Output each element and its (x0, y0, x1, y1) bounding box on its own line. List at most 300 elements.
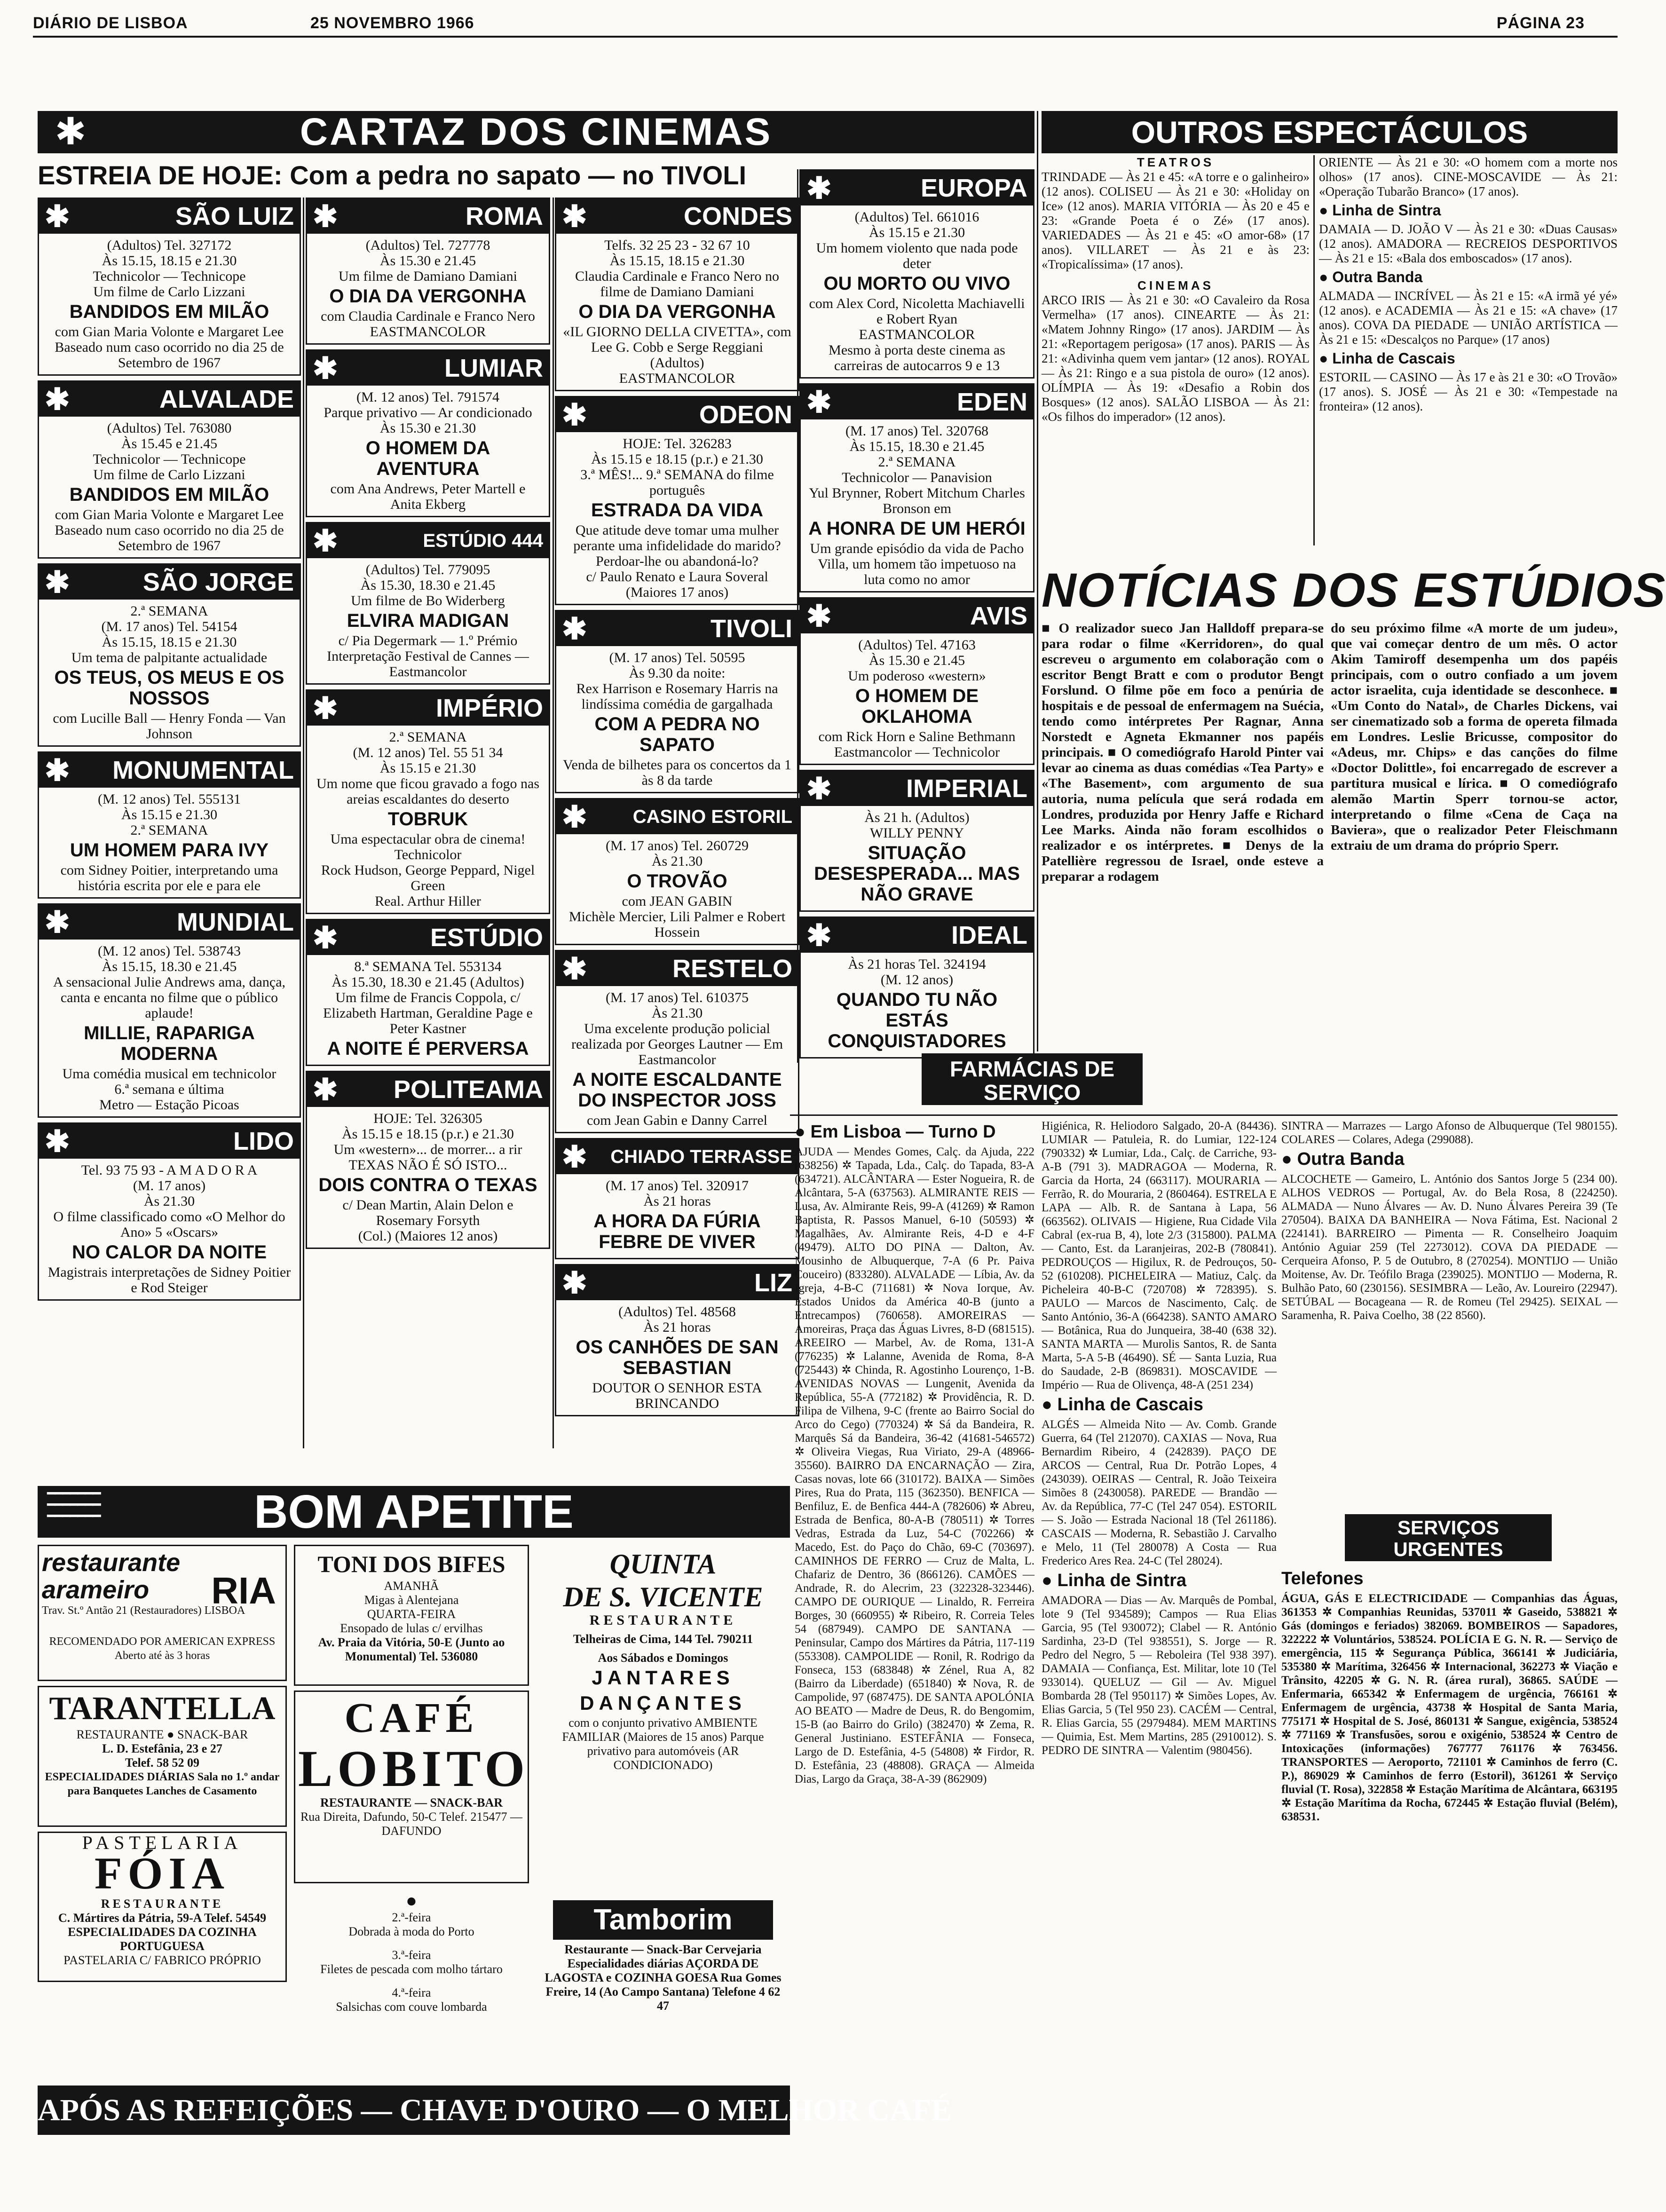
cinema-info: (M. 12 anos) Tel. 791574 (356, 389, 499, 405)
cinema-info: (M. 12 anos) (880, 972, 954, 988)
cinema-extra: Eastmancolor — Technicolor (834, 744, 1000, 760)
telefones-heading: Telefones (1281, 1569, 1364, 1588)
film-title: MILLIE, RAPARIGA MODERNA (84, 1023, 255, 1064)
cinema-info: Technicolor — Technicope (93, 451, 246, 467)
foia-spec: ESPECIALIDADES DA COZINHA PORTUGUESA (68, 1925, 257, 1953)
cinema-info: Um tema de palpitante actualidade (71, 650, 268, 665)
cinema-name: LIDO (233, 1127, 294, 1155)
header-rule (33, 36, 1618, 38)
dish-day-2: 3.ª-feira (392, 1948, 431, 1962)
tarantella-sub: RESTAURANTE ● SNACK-BAR (76, 1728, 248, 1741)
cinema-info: Às 15.30 e 21.30 (379, 420, 476, 436)
cinema-info: 2.ª SEMANA (130, 603, 208, 619)
cinema-listing (555, 396, 799, 605)
cinema-info: Às 15.15 e 18.15 (p.r.) e 21.30 (342, 1126, 514, 1142)
cinema-name: TIVOLI (711, 615, 792, 643)
vicente-ad (536, 1545, 790, 1893)
bullet-icon: ● (405, 1890, 418, 1911)
cinema-info: Às 15.15 e 21.30 (869, 225, 965, 240)
cinema-info: Tel. 93 75 93 - A M A D O R A (81, 1162, 258, 1178)
farmacias-list-1: AJUDA — Mendes Gomes, Calç. da Ajuda, 222 (638256) ✲ Tapada, Lda., Calç. do Tapada, 83-A (634721). ALCÂNTARA — Ester Nogueira, R. de Alcântara, 5-A (637563). ALMIRANTE REIS — Lusa, Av. Almirante Reis, 99-A (41269) ✲ Ramon Baptista, R. Passos Manuel, 6-10 (50593) ✲ Magalhães, Av. Almirante Reis, 4-D e 4-F (49479). ALTO DO PINA — Dalton, Av. Mousinho de Albuquerque, 7-A (6 Pr. Paiva Couceiro) (833280). ALVALADE — Líbia, Av. da Igreja, 4-B-C (711681) ✲ Nova Iorque, Av. Estados Unidos da América 40-B (junto a Entrecampos) (760658). AMOREIRAS — Amoreiras, Praça das Águas Livres, 8-D (681515). AREEIRO — Marbel, Av. de Roma, 131-A (776235) ✲ Lalanne, Avenida de Roma, 8-A (725443) ✲ Chinda, R. Agostinho Lourenço, 1-B. AVENIDAS NOVAS — Lungenit, Avenida da República, 55-A (772182) ✲ Providência, R. D. Filipa de Vilhena, 9-C (frente ao Bairro Social do Arco do Cego) (770324) ✲ Sá da Bandeira, R. Marquês Sá da Bandeira, 36-42 (41681-546572) ✲ Oliveira Viegas, Rua Viriato, 29-A (48966-35560). BAIRRO DA ENCARNAÇÃO — Zira, Casas novas, lote 66 (310172). BAIXA — Simões Pires, Rua do Prata, 115 (362350). BENFICA — Benfiluz, E. de Benfica 444-A (782606) ✲ Abreu, Estrada de Benfica, 80-A-B (780511) ✲ Torres Vedras, Estrada da Luz, 54-C (702266) ✲ Macedo, Est. do Paço do Chão, 69-C (703697). CAMINHOS DE FERRO — Cruz de Malta, L. Chafariz de Dentro, 36 (866126). CAMÕES — Andrade, R. do Alecrim, 23 (322328-323446). CAMPO DE OURIQUE — Linaldo, R. Ferreira Borges, 30 (660955) ✲ Ribeiro, R. Correia Teles 54 (687949). CAMPO DE SANTANA — Peninsular, Campo dos Mártires da Pátria, 117-119 (553308). CAMPOLIDE — Ronil, R. Rodrigo da Fonseca, 153 (683848) ✲ Zénel, Rua A, 82 (Bairro da Liberdade) (651840) ✲ Nova, R. de Campolide, 97 (687475). DE SANTA APOLÓNIA AO BEATO — Madre de Deus, R. do Bengomim, 15-B (ao Bairro do Grilo) (382470) ✲ Zema, R. General Justiniano. ESTEFÂNIA — Fonseca, Largo de D. Estefânia, 4-5 (54808) ✲ Firdor, R. D. Estefânia, 23 (48808). GRAÇA — Almeida Dias, Largo da Graça, 38-A-39 (862909) (795, 1146, 1034, 1785)
bom-apetite-title: BOM APETITE (38, 1486, 790, 1538)
outros-title: OUTROS ESPECTÁCULOS (1042, 111, 1618, 153)
asterisk-icon: ✱ (562, 612, 587, 646)
cinema-info: 2.ª SEMANA (878, 454, 956, 470)
asterisk-icon: ✱ (45, 565, 70, 599)
cinema-extra: com Gian Maria Volonte e Margaret Lee (55, 324, 284, 340)
cinema-header (39, 199, 300, 234)
cinema-extra: Que atitude deve tomar uma mulher perante uma infidelidade do marido? Perdoar-lhe ou abandoná-lo? (573, 522, 781, 569)
cinema-name: IMPÉRIO (435, 694, 543, 722)
farmacias-rule (790, 1114, 1618, 1116)
cinema-info: Às 15.15 e 21.30 (121, 807, 218, 822)
farmacias-sintra-heading: Linha de Sintra (1057, 1571, 1186, 1590)
cinema-info: Às 15.45 e 21.45 (121, 436, 218, 451)
vicente-name1: QUINTA (609, 1548, 717, 1580)
foia-ad (38, 1832, 287, 1982)
cinema-info: (Adultos) Tel. 327172 (107, 237, 232, 253)
cinema-listing (38, 198, 301, 376)
cinema-listing (799, 169, 1034, 379)
cinema-header (801, 771, 1033, 806)
cinema-name: EDEN (956, 388, 1027, 416)
cinema-extra: «IL GIORNO DELLA CIVETTA», com Lee G. Cobb e Serge Reggiani (Adultos) (563, 324, 791, 371)
vicente-line2: JANTARES DANÇANTES (580, 1667, 746, 1714)
film-title: O HOMEM DE OKLAHOMA (855, 686, 979, 727)
asterisk-icon: ✱ (313, 1073, 338, 1106)
cinema-info: Às 21.30 (651, 853, 703, 869)
cinema-extra: Metro — Estação Picoas (99, 1097, 239, 1113)
cinema-info: Technicolor — Panavision (842, 470, 992, 485)
cinema-extra: Um grande episódio da vida de Pacho Villa, um homem tão impetuoso na luta como no amor (810, 541, 1024, 587)
film-title: COM A PEDRA NO SAPATO (594, 714, 760, 755)
lobito-sub: RESTAURANTE — SNACK-BAR (320, 1796, 503, 1809)
cinema-extra: Mesmo à porta deste cinema as carreiras de autocarros 9 e 13 (829, 342, 1005, 373)
cinema-header (39, 382, 300, 417)
cinema-extra: com Gian Maria Volonte e Margaret Lee (55, 507, 284, 522)
vicente-line3: com o conjunto privativo AMBIENTE FAMILIAR (Maiores de 15 anos) Parque privativo para automóveis (AR CONDICIONADO) (562, 1716, 764, 1772)
lisboa-turno-heading: Em Lisboa — Turno D (810, 1122, 996, 1142)
cinema-header (307, 199, 549, 234)
film-title: SITUAÇÃO DESESPERADA... MAS NÃO GRAVE (814, 843, 1020, 905)
noticias-title: NOTÍCIAS DOS ESTÚDIOS (1042, 563, 1666, 617)
cinema-info: Technicolor — Technicope (93, 269, 246, 284)
film-title: O TROVÃO (627, 871, 727, 892)
cinema-name: CASINO ESTORIL (632, 806, 792, 827)
cinema-info: (M. 12 anos) Tel. 538743 (98, 943, 241, 959)
cinema-header (556, 799, 798, 834)
farmacias-col1: ● Em Lisboa — Turno D AJUDA — Mendes Gomes, Calç. da Ajuda, 222 (638256) ✲ Tapada, Lda., Calç. do Tapada, 83-A (634721). ALCÂNTARA — Ester Nogueira, R. de Alcântara, 5-A (637563). ALMIRANTE REIS — Lusa, Av. Almirante Reis, 99-A (41269) ✲ Ramon Baptista, R. Passos Manuel, 6-10 (50593) ✲ Magalhães, Av. Almirante Reis, 4-D e 4-F (49479). ALTO DO PINA — Dalton, Av. Mousinho de Albuquerque, 7-A (6 Pr. Paiva Couceiro) (833280). ALVALADE — Líbia, Av. da Igreja, 4-B-C (711681) ✲ Nova Iorque, Av. Estados Unidos da América 40-B (junto a Entrecampos) (760658). AMOREIRAS — Amoreiras, Praça das Águas Livres, 8-D (681515). AREEIRO — Marbel, Av. de Roma, 131-A (776235) ✲ Lalanne, Avenida de Roma, 8-A (725443) ✲ Chinda, R. Agostinho Lourenço, 1-B. AVENIDAS NOVAS — Lungenit, Avenida da República, 55-A (772182) ✲ Providência, R. D. Filipa de Vilhena, 9-C (frente ao Bairro Social do Arco do Cego) (770324) ✲ Sá da Bandeira, R. Marquês Sá da Bandeira, 36-42 (41681-546572) ✲ Oliveira Viegas, Rua Viriato, 29-A (48966-35560). BAIRRO DA ENCARNAÇÃO — Zira, Casas novas, lote 66 (310172). BAIXA — Simões Pires, Rua do Prata, 115 (362350). BENFICA — Benfiluz, E. de Benfica 444-A (782606) ✲ Abreu, Estrada de Benfica, 80-A-B (780511) ✲ Torres Vedras, Estrada da Luz, 54-C (702266) ✲ Macedo, Est. do Paço do Chão, 69-C (703697). CAMINHOS DE FERRO — Cruz de Malta, L. Chafariz de Dentro, 36 (866126). CAMÕES — Andrade, R. do Alecrim, 23 (322328-323446). CAMPO DE OURIQUE — Linaldo, R. Ferreira Borges, 30 (660955) ✲ Ribeiro, R. Correia Teles 54 (687949). CAMPO DE SANTANA — Peninsular, Campo dos Mártires da Pátria, 117-119 (553308). CAMPOLIDE — Ronil, R. Rodrigo da Fonseca, 153 (683848) ✲ Zénel, Rua A, 82 (Bairro da Liberdade) (651840) ✲ Nova, R. de Campolide, 97 (687475). DE SANTA APOLÓNIA AO BEATO — Madre de Deus, R. do Bengomim, 15-B (ao Bairro do Grilo) (382470) ✲ Zema, R. General Justiniano. ESTEFÂNIA — Fonseca, Largo de D. Estefânia, 4-5 (54808) ✲ Firdor, R. D. Estefânia, 23 (48808). GRAÇA — Almeida Dias, Largo da Graça, 38-A-39 (862909) (795, 1122, 1034, 1785)
cinema-header (556, 199, 798, 234)
cinema-header (39, 565, 300, 600)
cinema-info: Um nome que ficou gravado a fogo nas areias escaldantes do deserto (316, 776, 540, 807)
film-title: NO CALOR DA NOITE (71, 1242, 267, 1263)
asterisk-icon: ✱ (38, 111, 103, 153)
cinema-extra: Michèle Mercier, Lili Palmer e Robert Hossein (568, 909, 786, 940)
col-rule-2 (553, 198, 554, 1448)
arameiro-recommended: RECOMENDADO POR AMERICAN EXPRESS (49, 1635, 276, 1648)
cinema-info: Às 15.30 e 21.45 (869, 653, 965, 668)
toni-name: TONI DOS BIFES (317, 1551, 505, 1577)
cinema-info: Às 15.15, 18.15 e 21.30 (102, 253, 237, 269)
cinema-extra: DOUTOR O SENHOR ESTA BRINCANDO (592, 1380, 762, 1411)
cinema-listing (38, 1122, 301, 1301)
cinema-name: CHIADO TERRASSE (610, 1146, 792, 1167)
vicente-address: Telheiras de Cima, 144 Tel. 790211 (573, 1632, 753, 1646)
cinema-listing (38, 380, 301, 559)
cinema-extra: Rock Hudson, George Peppard, Nigel Green (321, 862, 535, 893)
outros-cascais-list: ESTORIL — CASINO — Às 17 e às 21 e 30: «O Trovão» (17 anos). S. JOSÉ — Às 21 e 30: «Tempestade na fronteira» (12 anos). (1319, 370, 1618, 413)
outros-right: ORIENTE — Às 21 e 30: «O homem com a morte nos olhos» (17 anos). CINE-MOSCAVIDE — Às 21: «Operação Tubarão Branco» (17 anos). ● Linha de Sintra DAMAIA — D. JOÃO V — Às 21 e 30: «Duas Causas» (12 anos). AMADORA — RECREIOS DESPORTIVOS — Às 21 e 15: «Bala dos emboscados» (17 anos). ● Outra Banda ALMADA — INCRÍVEL — Às 21 e 15: «A irmã yé yé» (12 anos). e ACADEMIA — Às 21 e 15: «A chave» (17 anos). COVA DA PIEDADE — UNIÃO ARTÍSTICA — Às 21 e 15: «Descalços no Parque» (17 anos) ● Linha de Cascais ESTORIL — CASINO — Às 17 e às 21 e 30: «O Trovão» (17 anos). S. JOSÉ — Às 21 e 30: «Tempestade na fronteira» (12 anos). (1319, 155, 1618, 413)
cinema-name: ODEON (699, 401, 792, 429)
servicos-list: ÁGUA, GÁS E ELECTRICIDADE — Companhias das Águas, 361353 ✲ Companhias Reunidas, 537011 ✲ Gaseido, 538821 ✲ Gás (domingos e feriados) 382069. BOMBEIROS — Sapadores, 322222 ✲ Voluntários, 538524. POLÍCIA E G. N. R. — Serviço de emergência, 115 ✲ Segurança Pública, 366141 ✲ Judiciária, 535380 ✲ Marítima, 326456 ✲ Internacional, 362273 ✲ Viação e Trânsito, 42205 ✲ G. N. R. (área rural), 36865. SAÚDE — Enfermaria, 665342 ✲ Enfermagem de urgência, 766161 ✲ Enfermagem de urgência, 43738 ✲ Hospital de Santa Maria, 775171 ✲ Hospital de S. José, 860131 ✲ Sangue, exigência, 538524 ✲ 771169 ✲ Transfusões, sorou e oxigénio, 538524 ✲ Centro de Intoxicações (informações) 767777 761176 ✲ 763456. TRANSPORTES — Aeroporto, 721101 ✲ Caminhos de ferro (C. P.), 869029 ✲ Caminhos de ferro (Estoril), 361261 ✲ Serviço fluvial (T. Rosa), 322858 ✲ Estação Marítima de Alcântara, 663195 ✲ Estação Marítima da Rocha, 672445 ✲ Estação fluvial (Belém), 638531. (1281, 1592, 1618, 1823)
cinema-info: Claudia Cardinale e Franco Nero no filme de Damiano Damiani (575, 269, 780, 300)
outros-divider (1313, 155, 1315, 545)
col-rule-1 (303, 198, 304, 1448)
cinema-listing (799, 770, 1034, 912)
cinema-name: EUROPA (920, 174, 1027, 202)
cinema-header (556, 951, 798, 986)
toni-ad (294, 1545, 529, 1686)
cinema-listing (306, 522, 550, 685)
film-title: A HONRA DE UM HERÓI (808, 518, 1026, 539)
asterisk-icon: ✱ (806, 599, 832, 633)
cinema-listing (306, 349, 550, 517)
teatros-heading: TEATROS (1137, 155, 1215, 169)
cinema-info: Às 15.15 e 21.30 (379, 760, 476, 776)
cinema-extra: Real. Arthur Hiller (375, 893, 481, 909)
cinema-name: SÃO LUIZ (175, 202, 294, 230)
outros-cascais-heading: Linha de Cascais (1332, 350, 1455, 367)
cinema-header (307, 351, 549, 386)
cinema-listing (306, 198, 550, 345)
film-title: DOIS CONTRA O TEXAS (318, 1175, 537, 1195)
teatros-list: TRINDADE — Às 21 e 45: «A torre e o galinheiro» (12 anos). COLISEU — Às 21 e 30: «Holiday on Ice» (12 anos). MARIA VITÓRIA — Às 20 e 45 e 23: «Grande Poeta é o Zé» (17 anos). VARIEDADES — Às 21 e 45: «O amor-68» (17 anos). VILLARET — Às 21 e às 23: «Tropicalíssima» (17 anos). (1042, 170, 1310, 271)
asterisk-icon: ✱ (562, 199, 587, 233)
cinema-extra: (Col.) (Maiores 12 anos) (358, 1228, 498, 1244)
noticias-right-column: do seu próximo filme «A morte de um judeu», que vai começar dentro de um mês. O actor Akim Tamiroff desempenha um dos papéis principais, com o outro confiado a um jovem actor israelita, cuja identidade se desconhece. ■ «Um Conto do Natal», de Charles Dickens, vai ser cinematizado sob a forma de opereta filmada em Londres. Leslie Bricusse, compositor do «Adeus, mr. Chips» e das canções do filme «Doctor Dolittle», foi encarregado de escrever a partitura musical e lírica. ■ O comediógrafo alemão Martin Sperr tornou-se actor, interpretando o filme «Cena de Caça na Baviera», que o realizador Peter Fleischmann extraiu de um drama do próprio Sperr. (1331, 621, 1618, 853)
farmacias-cascais-heading: Linha de Cascais (1057, 1395, 1203, 1414)
cinema-extra: c/ Pia Degermark — 1.º Prémio Interpretação Festival de Cannes — Eastmancolor (327, 633, 529, 679)
servicos-title: SERVIÇOS URGENTES (1345, 1514, 1552, 1561)
dish-3: Salsichas com couve lombarda (336, 2000, 487, 2014)
foia-address: C. Mártires da Pátria, 59-A Telef. 54549 (58, 1911, 267, 1925)
outros-left (1042, 155, 1310, 545)
cinema-info: Rex Harrison e Rosemary Harris na lindíssima comédia de gargalhada (576, 681, 778, 712)
cinema-name: MUNDIAL (177, 908, 294, 936)
cinema-header (801, 918, 1033, 953)
dish-day-3: 4.ª-feira (392, 1986, 431, 1999)
asterisk-icon: ✱ (562, 1266, 587, 1300)
farmacias-col2: Higiénica, R. Heliodoro Salgado, 20-A (84436). LUMIAR — Patuleia, R. do Lumiar, 122-124 (790332) ✲ Lumiar, Lda., Calç. de Carriche, 93-A-B (791 3). MADRAGOA — Moderna, R. Garcia da Horta, 24 (663117). MOURARIA — Ferrão, R. do Mouraria, 2 (860464). ESTRELA E LAPA — Alb. R. de Santana à Lapa, 56 (663562). OLIVAIS — Higiene, Rua Cidade Vila Cabral (ex-rua B, 4), lote 2/3 (315800). PALMA — Canto, Est. da Laranjeiras, 202-B (780841). PEDROUÇOS — Higilux, R. de Pedrouços, 50-52 (610208). PICHELEIRA — Matiuz, Calç. da Picheleira 40-B-C (720708) ✲ 728395). S. PAULO — Marcos de Nascimento, Calç. de Santo António, 36-A (664238). SANTO AMARO — Botânica, Rua do Junqueira, 38-40 (638 32). SANTA MARTA — Murolis Santos, R. de Santa Marta, 5-A 5-B (46490). SÉ — Santa Luzia, Rua do Saudade, 2-B (869831). MOSCAVIDE — Império — Rua de Olivença, 48-A (251 234) ● Linha de Cascais ALGÉS — Almeida Nito — Av. Comb. Grande Guerra, 64 (Tel 212070). CAXIAS — Nova, Rua Bernardim Ribeiro, 4 (242839). PAÇO DE ARCOS — Central, Rua Dr. Potrão Lopes, 4 (243039). OEIRAS — Central, R. João Teixeira Simões 8 (2430058). PAREDE — Brandão — Av. da República, 77-C (Tel 247 054). ESTORIL — S. João — Estrada Nacional 18 (Tel 261186). CASCAIS — Moderna, R. Sebastião J. Carvalho e Melo, 11 (Tel 280078) A Costa — Rua Frederico Ares Rea. 24-C (Tel 28024). ● Linha de Sintra AMADORA — Dias — Av. Marquês de Pombal, lote 9 (Tel 934589); Campos — Rua Elias Garcia, 95 (Tel 930072); Clabel — R. António Sardinha, 23-D (Tel 938551), S. Jorge — R. Pedro del Negro, 5 — Reboleira (Tel 938 397). DAMAIA — Confiança, Est. Militar, lote 10 (Tel 933014). QUELUZ — Gil — Av. Miguel Bombarda 28 (Tel 950117) ✲ Simões Lopes, Av. Elias Garcia, 5 (Tel 950 23). CACÉM — Central, R. Elias Garcia, 55 (2979484). MEM MARTINS — Quimia, Est. Mem Martins, 285 (2910012). S. PEDRO DE SINTRA — Valentim (980456). (1042, 1120, 1277, 1757)
cinema-extra: 6.ª semana e última (114, 1082, 224, 1097)
asterisk-icon: ✱ (313, 691, 338, 725)
film-title: BANDIDOS EM MILÃO (69, 301, 269, 322)
toni-address: Av. Praia da Vitória, 50-E (Junto ao Monumental) Tel. 536080 (318, 1635, 505, 1663)
film-title: O DIA DA VERGONHA (329, 286, 527, 307)
cinema-listing (555, 950, 799, 1133)
cinema-header (801, 599, 1033, 633)
film-title: OS CANHÕES DE SAN SEBASTIAN (576, 1337, 779, 1378)
cinema-header (39, 1124, 300, 1159)
tamborim-sub: Restaurante — Snack-Bar Cervejaria (564, 1943, 762, 1956)
asterisk-icon: ✱ (313, 199, 338, 233)
lobito-ad (294, 1691, 529, 1883)
dish-day-1: 2.ª-feira (392, 1911, 431, 1924)
cinema-info: Às 21.30 (651, 1005, 703, 1021)
farmacias-sintra-list: AMADORA — Dias — Av. Marquês de Pombal, lote 9 (Tel 934589); Campos — Rua Elias Garcia, 95 (Tel 930072); Clabel — R. António Sardinha, 23-D (Tel 938551), S. Jorge — R. Pedro del Negro, 5 — Reboleira (Tel 938 397). DAMAIA — Confiança, Est. Militar, lote 10 (Tel 933014). QUELUZ — Gil — Av. Miguel Bombarda 28 (Tel 950117) ✲ Simões Lopes, Av. Elias Garcia, 5 (Tel 950 23). CACÉM — Central, R. Elias Garcia, 55 (2979484). MEM MARTINS — Quimia, Est. Mem Martins, 285 (2910012). S. PEDRO DE SINTRA — Valentim (980456). (1042, 1594, 1277, 1757)
cinema-extra: com JEAN GABIN (622, 893, 733, 909)
cartaz-title: CARTAZ DOS CINEMAS (38, 111, 1034, 153)
cinema-name: SÃO JORGE (142, 568, 294, 596)
cinema-extra: com Lucille Ball — Henry Fonda — Van Johnson (53, 711, 286, 742)
cinema-header (556, 397, 798, 432)
cinema-header (39, 753, 300, 788)
cinema-info: Um filme de Francis Coppola, c/ Elizabeth Hartman, Geraldine Page e Peter Kastner (323, 990, 533, 1036)
cinema-info: HOJE: Tel. 326283 (623, 436, 732, 451)
cinema-name: LIZ (754, 1269, 792, 1297)
cinema-name: ESTÚDIO 444 (423, 530, 543, 551)
asterisk-icon: ✱ (45, 1124, 70, 1158)
asterisk-icon: ✱ (562, 1140, 587, 1174)
foia-top: PASTELARIA (82, 1832, 243, 1853)
cinema-info: HOJE: Tel. 326305 (373, 1111, 482, 1126)
cinema-listing (306, 919, 550, 1066)
cinema-info: Às 15.30, 18.30 e 21.45 (360, 577, 496, 593)
cinema-column-4 (799, 169, 1034, 1063)
vicente-name2: DE S. VICENTE (563, 1581, 763, 1612)
film-title: O HOMEM DA AVENTURA (365, 438, 490, 479)
cinema-listing (555, 1264, 799, 1416)
cinema-listing (555, 198, 799, 391)
cinema-listing (306, 1071, 550, 1249)
cinema-extra: com Rick Horn e Saline Bethmann (818, 729, 1016, 744)
asterisk-icon: ✱ (45, 199, 70, 233)
cinema-header (307, 1072, 549, 1107)
farmacias-banda-list: ALCOCHETE — Gameiro, L. António dos Santos Jorge 5 (234 00). ALHOS VEDROS — Portugal, Av. do Bela Rosa, 8 (224250). ALMADA — Nuno Álvares — Av. D. Nuno Álvares Pereira 39 (Te 270504). BAIXA DA BANHEIRA — Nova Fátima, Est. Nacional 2 (224141). BARREIRO — Pimenta — R. Conselheiro Joaquim António Aguiar 259 (Tel 2273012). COVA DA PIEDADE — Cerqueira Afonso, P. 5 de Outubro, 8 (270254). MONTIJO — União Moitense, Av. Dr. Teófilo Braga (239025). MONTIJO — Moderna, R. Bulhão Pato, 60 (230156). SESIMBRA — Leão, Av. Loureiro (22947). SETÚBAL — Bocageana — R. de Romeu (Tel 29425). SEIXAL — Saramenha, R. Paiva Coelho, 38 (22 8560). (1281, 1173, 1618, 1322)
dish-1: Dobrada à moda do Porto (348, 1925, 474, 1938)
cinema-extra: c/ Dean Martin, Alain Delon e Rosemary Forsyth (342, 1197, 513, 1228)
cinema-info: (Adultos) Tel. 763080 (107, 420, 232, 436)
film-title: UM HOMEM PARA IVY (70, 840, 269, 861)
cinema-listing (555, 1138, 799, 1259)
arameiro-name: restaurante arameiro (42, 1548, 181, 1604)
cinema-name: ESTÚDIO (430, 924, 543, 952)
foia-name: FÓIA (95, 1848, 230, 1898)
cinema-extra: com Sidney Poitier, interpretando uma história escrita por ele e para ele (60, 862, 278, 893)
ria-logo: RIA (211, 1570, 276, 1612)
farmacias-list-2: Higiénica, R. Heliodoro Salgado, 20-A (84436). LUMIAR — Patuleia, R. do Lumiar, 122-124 (790332) ✲ Lumiar, Lda., Calç. de Carriche, 93-A-B (791 3). MADRAGOA — Moderna, R. Garcia da Horta, 24 (663117). MOURARIA — Ferrão, R. do Mouraria, 2 (860464). ESTRELA E LAPA — Alb. R. de Santana à Lapa, 56 (663562). OLIVAIS — Higiene, Rua Cidade Vila Cabral (ex-rua B, 4), lote 2/3 (315800). PALMA — Canto, Est. da Laranjeiras, 202-B (780841). PEDROUÇOS — Higilux, R. de Pedrouços, 50-52 (610208). PICHELEIRA — Matiuz, Calç. da Picheleira 40-B-C (720708) ✲ 728395). S. PAULO — Marcos de Nascimento, Calç. de Santo António, 36-A (664238). SANTO AMARO — Botânica, Rua do Junqueira, 38-40 (638 32). SANTA MARTA — Murolis Santos, R. de Santa Marta, 5-A 5-B (46490). SÉ — Santa Luzia, Rua do Saudade, 2-B (869831). MOSCAVIDE — Império — Rua de Olivença, 48-A (251 234) (1042, 1120, 1277, 1391)
cinema-column-3 (555, 198, 799, 1446)
cinema-info: Às 21 horas Tel. 324194 (848, 956, 986, 972)
cinema-info: Telfs. 32 25 23 - 32 67 10 (604, 237, 750, 253)
cinema-listing (555, 798, 799, 945)
cinema-name: AVIS (970, 602, 1027, 630)
farmacias-col3: SINTRA — Marrazes — Largo Afonso de Albuquerque (Tel 980155). COLARES — Colares, Adega (299088). ● Outra Banda ALCOCHETE — Gameiro, L. António dos Santos Jorge 5 (234 00). ALHOS VEDROS — Portugal, Av. do Bela Rosa, 8 (224250). ALMADA — Nuno Álvares — Av. D. Nuno Álvares Pereira 39 (Te 270504). BAIXA DA BANHEIRA — Nova Fátima, Est. Nacional 2 (224141). BARREIRO — Pimenta — R. Conselheiro Joaquim António Aguiar 259 (Tel 2273012). COVA DA PIEDADE — Cerqueira Afonso, P. 5 de Outubro, 8 (270254). MONTIJO — União Moitense, Av. Dr. Teófilo Braga (239025). MONTIJO — Moderna, R. Bulhão Pato, 60 (230156). SESIMBRA — Leão, Av. Loureiro (22947). SETÚBAL — Bocageana — R. de Romeu (Tel 29425). SEIXAL — Saramenha, R. Paiva Coelho, 38 (22 8560). (1281, 1120, 1618, 1322)
cinema-name: ALVALADE (159, 385, 294, 413)
cinema-info: Às 15.15, 18.30 e 21.45 (849, 439, 985, 454)
cinema-info: (Adultos) Tel. 48568 (618, 1304, 736, 1319)
cinema-info: TEXAS NÃO É SÓ ISTO... (348, 1157, 507, 1173)
asterisk-icon: ✱ (313, 351, 338, 385)
cinema-info: (M. 17 anos) Tel. 260729 (606, 838, 749, 853)
cinema-info: (Adultos) Tel. 727778 (365, 237, 490, 253)
cinema-info: (M. 17 anos) Tel. 54154 (101, 619, 237, 634)
arameiro-ad (38, 1545, 287, 1681)
toni-amanha: AMANHÃ (384, 1579, 439, 1593)
film-title: A NOITE É PERVERSA (327, 1038, 529, 1059)
chave-banner: APÓS AS REFEIÇÕES — CHAVE D'OURO — O MELHOR CAFÉ (38, 2086, 790, 2135)
asterisk-icon: ✱ (562, 398, 587, 432)
cinema-info: (M. 17 anos) Tel. 50595 (609, 650, 745, 665)
asterisk-icon: ✱ (313, 921, 338, 955)
toni-line2: Ensopado de lulas c/ ervilhas (340, 1621, 483, 1635)
noticias-left-column: ■ O realizador sueco Jan Halldoff prepara-se para rodar o filme «Kerridoren», do qual escreveu o argumento em colaboração com o escritor Bengt Bratt e com o produtor Bengt Forslund. O filme põe em foco a penúria de hospitais e de pessoal de enfermagem na Suécia, tendo como intérpretes Per Ragnar, Anna Norstedt e Agneta Ekmanner nos papéis principais. ■ O comediógrafo Harold Pinter vai levar ao cinema as duas comédias «Tea Party» e «The Basement», com argumento de sua autoria, numa película que será rodada em Londres, produzida por Henry Jaffe e Richard Lee Marks. Ainda não foram escolhidos o realizador e os intérpretes. ■ Denys de la Patellière regressou de Israel, onde esteve a preparar a rodagem (1042, 621, 1324, 884)
asterisk-icon: ✱ (806, 772, 832, 806)
cinema-info: (M. 17 anos) (133, 1178, 206, 1193)
cinema-info: O filme classificado como «O Melhor do Ano» 5 «Oscars» (53, 1209, 285, 1240)
cinema-info: Às 21 h. (Adultos) (864, 810, 970, 825)
cinema-info: Yul Brynner, Robert Mitchum Charles Bronson em (809, 485, 1025, 516)
cinema-extra: com Ana Andrews, Peter Martell e Anita Ekberg (330, 481, 526, 512)
cinema-info: Às 15.30 e 21.45 (379, 253, 476, 269)
outros-banda-list: ALMADA — INCRÍVEL — Às 21 e 15: «A irmã yé yé» (12 anos). e ACADEMIA — Às 21 e 15: «A chave» (17 anos). COVA DA PIEDADE — UNIÃO ARTÍSTICA — Às 21 e 15: «Descalços no Parque» (17 anos) (1319, 289, 1618, 347)
cinema-name: RESTELO (672, 955, 792, 983)
film-title: TOBRUK (387, 809, 468, 830)
farmacias-title: FARMÁCIAS DE SERVIÇO (922, 1053, 1143, 1105)
dish-2: Filetes de pescada com molho tártaro (320, 1962, 503, 1976)
cinema-extra: Baseado num caso ocorrido no dia 25 de Setembro de 1967 (55, 340, 284, 371)
cinema-header (556, 1139, 798, 1174)
tarantella-lines: ESPECIALIDADES DIÁRIAS Sala no 1.º andar para Banquetes Lanches de Casamento (45, 1771, 280, 1797)
asterisk-icon: ✱ (45, 382, 70, 416)
page-header (33, 11, 1585, 35)
film-title: OU MORTO OU VIVO (823, 273, 1011, 294)
cinema-info: (M. 17 anos) Tel. 610375 (606, 990, 749, 1005)
cinema-info: Às 21 horas (643, 1193, 711, 1209)
lobito-address: Rua Direita, Dafundo, 50-C Telef. 215477 — DAFUNDO (300, 1810, 523, 1838)
cinema-extra: Baseado num caso ocorrido no dia 25 de Setembro de 1967 (55, 522, 284, 553)
farmacias-banda-heading: Outra Banda (1297, 1149, 1405, 1169)
cinema-info: Um filme de Damiano Damiani (339, 269, 517, 284)
asterisk-icon: ✱ (45, 753, 70, 787)
tamborim-text: Especialidades diárias AÇORDA DE LAGOSTA e COZINHA GOESA Rua Gomes Freire, 14 (Ao Campo Santana) Telefone 4 62 47 (545, 1957, 782, 2013)
cinema-extra: c/ Paulo Renato e Laura Soveral (Maiores 17 anos) (586, 569, 768, 600)
fork-icon: ━━━━━━━ ━━━━━━━ ━━━━━━━ (47, 1486, 100, 1524)
toni-day: QUARTA-FEIRA (367, 1607, 456, 1621)
outros-sintra-list: DAMAIA — D. JOÃO V — Às 21 e 30: «Duas Causas» (12 anos). AMADORA — RECREIOS DESPORTIVOS — Às 21 e 15: «Bala dos emboscados» (17 anos). (1319, 222, 1618, 265)
cinema-info: (M. 12 anos) Tel. 555131 (98, 791, 241, 807)
tamborim-name: Tamborim (553, 1900, 773, 1940)
film-title: O DIA DA VERGONHA (578, 301, 776, 322)
cinema-extra: Uma espectacular obra de cinema! Technicolor (330, 831, 526, 862)
cinema-info: Um filme de Carlo Lizzani (93, 284, 245, 300)
cinema-info: Um filme de Carlo Lizzani (93, 467, 245, 482)
cinema-name: ROMA (466, 202, 543, 230)
cinemas-list: ARCO IRIS — Às 21 e 30: «O Cavaleiro da Rosa Vermelha» (17 anos). CINEARTE — Às 21: «Matem Johnny Ringo» (17 anos). JARDIM — Às 21: «Reportagem perigosa» (17 anos). PARIS — Às 21: «Adivinha quem vem jantar» (12 anos). ROYAL — Às 21: Ringo e a sua pistola de ouro» (12 anos). OLÍMPIA — Às 19: «Desafio a Robin dos Bosques» (12 anos). SALÃO LISBOA — Às 21: «Os filhos do imperador» (12 anos). (1042, 293, 1310, 424)
film-title: A NOITE ESCALDANTE DO INSPECTOR JOSS (572, 1069, 782, 1111)
cinema-info: (M. 12 anos) Tel. 55 51 34 (353, 745, 503, 760)
arameiro-address: Trav. St.º Antão 21 (Restauradores) LISBOA (42, 1604, 245, 1617)
cinema-info: (Adultos) Tel. 47163 (858, 637, 976, 653)
cinema-extra: EASTMANCOLOR (859, 327, 975, 342)
cinema-header (556, 611, 798, 646)
cinema-column-1 (38, 198, 301, 1446)
cinema-listing (38, 751, 301, 899)
asterisk-icon: ✱ (313, 524, 338, 558)
cinema-info: Às 15.15, 18.30 e 21.45 (102, 959, 237, 974)
cinema-listing (38, 563, 301, 747)
cinema-info: Uma excelente produção policial realizada por Georges Lautner — Em Eastmancolor (571, 1021, 783, 1067)
toni-line1: Migas à Alentejana (364, 1593, 459, 1607)
page-date: 25 NOVEMBRO 1966 (310, 14, 474, 32)
cinema-extra: com Claudia Cardinale e Franco Nero (321, 308, 535, 324)
film-title: QUANDO TU NÃO ESTÁS CONQUISTADORES (828, 989, 1006, 1051)
asterisk-icon: ✱ (562, 800, 587, 834)
cinema-extra: Venda de bilhetes para os concertos da 1 às 8 da tarde (563, 757, 791, 788)
cinema-extra: com Jean Gabin e Danny Carrel (586, 1113, 768, 1128)
cinema-info: A sensacional Julie Andrews ama, dança, canta e encanta no filme que o público aplaude! (53, 974, 286, 1021)
asterisk-icon: ✱ (806, 385, 832, 419)
cinema-extra: EASTMANCOLOR (370, 324, 486, 340)
cinema-info: 3.ª MÊS!... 9.ª SEMANA do filme português (580, 467, 774, 498)
cinema-info: (Adultos) Tel. 779095 (365, 562, 490, 577)
film-title: BANDIDOS EM MILÃO (69, 484, 269, 505)
servicos-body (1281, 1566, 1618, 2210)
cinema-extra: Magistrais interpretações de Sidney Poitier e Rod Steiger (47, 1264, 291, 1296)
cinema-info: Um homem violento que nada pode deter (816, 240, 1018, 271)
film-title: OS TEUS, OS MEUS E OS NOSSOS (54, 667, 284, 709)
cinema-name: CONDES (683, 202, 792, 230)
vicente-sub: RESTAURANTE (589, 1612, 737, 1628)
cinema-info: Um poderoso «western» (848, 668, 986, 684)
tarantella-ad (38, 1686, 287, 1827)
col-rule-4 (1037, 111, 1038, 1051)
cinema-extra: Uma comédia musical em technicolor (62, 1066, 276, 1082)
cinema-header (307, 920, 549, 955)
paper-name: DIÁRIO DE LISBOA (33, 14, 188, 32)
cinema-extra: EASTMANCOLOR (619, 371, 735, 386)
cinema-header (801, 385, 1033, 419)
cinema-info: 2.ª SEMANA (130, 822, 208, 838)
cinema-extra: com Alex Cord, Nicoletta Machiavelli e Robert Ryan (809, 296, 1025, 327)
asterisk-icon: ✱ (562, 952, 587, 986)
film-title: A HORA DA FÚRIA FEBRE DE VIVER (593, 1211, 761, 1252)
cinema-info: Um «western»... de morrer... a rir (333, 1142, 522, 1157)
lobito-name2: LOBITO (298, 1740, 530, 1797)
tarantella-address: L. D. Estefânia, 23 e 27 (102, 1742, 222, 1755)
cinema-info: (M. 17 anos) Tel. 320768 (845, 423, 988, 439)
cinema-listing (799, 597, 1034, 765)
cinema-info: Às 21.30 (143, 1193, 195, 1209)
cinema-info: 8.ª SEMANA Tel. 553134 (354, 959, 502, 974)
lobito-name1: CAFÉ (344, 1695, 479, 1741)
cinema-name: IMPERIAL (906, 774, 1027, 803)
cinema-info: Às 15.15 e 18.15 (p.r.) e 21.30 (591, 451, 763, 467)
cinema-listing (555, 610, 799, 793)
cinema-info: Um filme de Bo Widerberg (351, 593, 505, 608)
cinema-name: POLITEAMA (394, 1075, 543, 1104)
film-title: ESTRADA DA VIDA (591, 500, 763, 521)
cinema-name: LUMIAR (444, 354, 543, 382)
cinema-info: (Adultos) Tel. 661016 (854, 209, 979, 225)
cinema-name: MONUMENTAL (112, 756, 294, 784)
foia-bottom: PASTELARIA C/ FABRICO PRÓPRIO (63, 1953, 261, 1967)
cinema-info: WILLY PENNY (869, 825, 964, 841)
tamborim-ad (536, 1897, 790, 2071)
ads-block (38, 1453, 952, 2210)
estreia-line: ESTREIA DE HOJE: Com a pedra no sapato — no TIVOLI (38, 160, 746, 190)
